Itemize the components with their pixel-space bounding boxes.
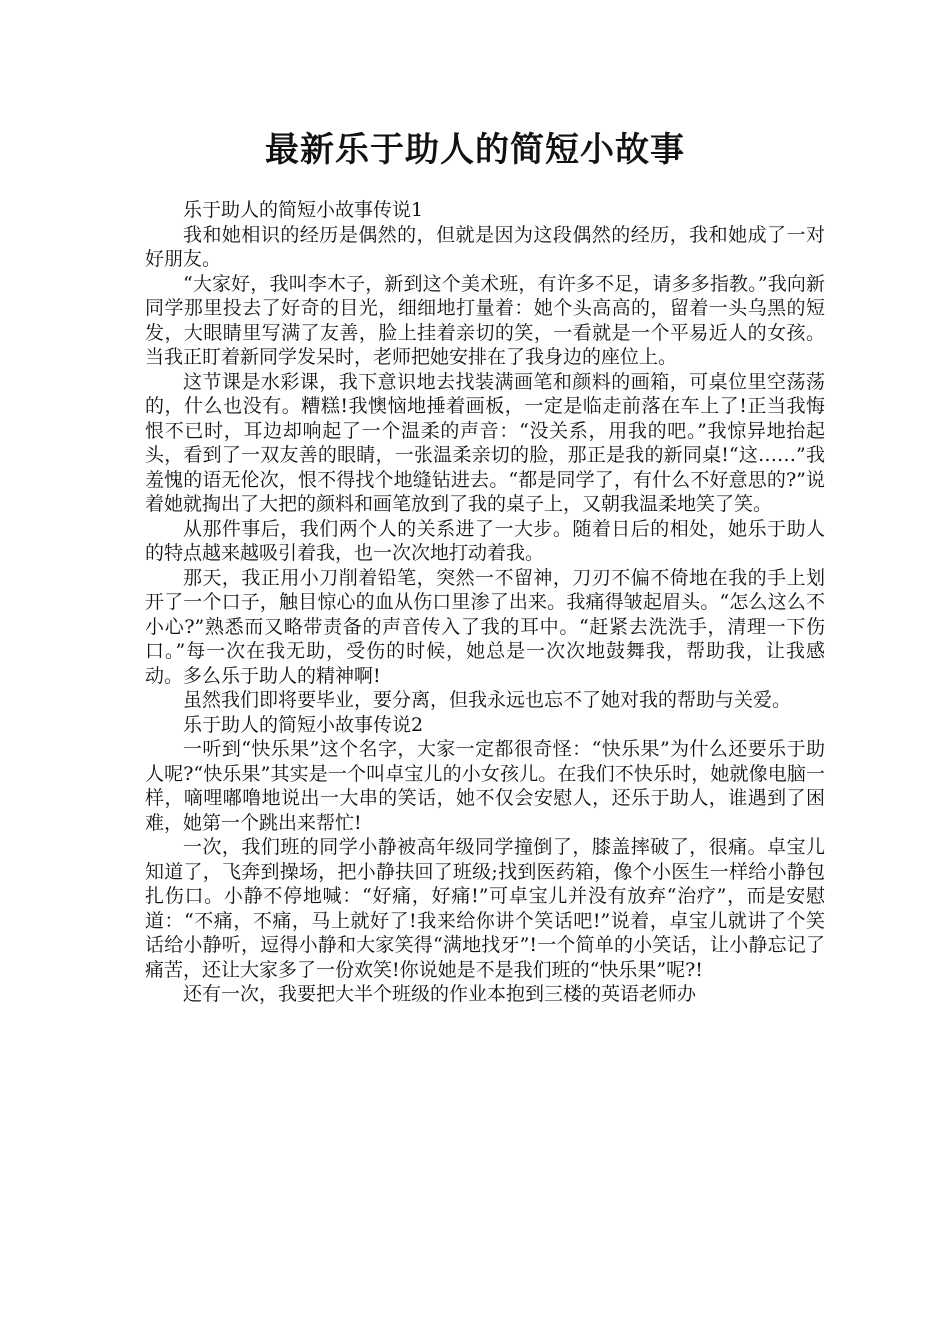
paragraph: 从那件事后，我们两个人的关系进了一大步。随着日后的相处，她乐于助人的特点越来越吸引着我，也一次次地打动着我。 bbox=[145, 517, 825, 564]
paragraph: 虽然我们即将要毕业，要分离，但我永远也忘不了她对我的帮助与关爱。 bbox=[183, 689, 792, 711]
paragraph: 那天，我正用小刀削着铅笔，突然一不留神，刀刃不偏不倚地在我的手上划开了一个口子，触目惊心的血从伤口里渗了出来。我痛得皱起眉头。“怎么这么不小心?”熟悉而又略带责备的声音传入了我的耳中。“赶紧去洗洗手，清理一下伤口。”每一次在我无助，受伤的时候，她总是一次次地鼓舞我，帮助我，让我感动。多么乐于助人的精神啊! bbox=[145, 566, 825, 687]
paragraph: 我和她相识的经历是偶然的，但就是因为这段偶然的经历，我和她成了一对好朋友。 bbox=[145, 223, 825, 270]
paragraph: 还有一次，我要把大半个班级的作业本抱到三楼的英语老师办 bbox=[183, 983, 697, 1005]
document-body bbox=[145, 198, 825, 1007]
paragraph: “大家好，我叫李木子，新到这个美术班，有许多不足，请多多指教。”我向新同学那里投去了好奇的目光，细细地打量着：她个头高高的，留着一头乌黑的短发，大眼睛里写满了友善，脸上挂着亲切的笑，一看就是一个平易近人的女孩。当我正盯着新同学发呆时，老师把她安排在了我身边的座位上。 bbox=[145, 272, 825, 368]
section-heading-1: 乐于助人的简短小故事传说1 bbox=[183, 199, 424, 221]
document-title: 最新乐于助人的简短小故事 bbox=[265, 130, 685, 170]
paragraph: 一听到“快乐果”这个名字，大家一定都很奇怪：“快乐果”为什么还要乐于助人呢?“快乐果”其实是一个叫卓宝儿的小女孩儿。在我们不快乐时，她就像电脑一样，嘀哩嘟噜地说出一大串的笑话，她不仅会安慰人，还乐于助人，谁遇到了困难，她第一个跳出来帮忙! bbox=[145, 738, 825, 834]
paragraph: 一次，我们班的同学小静被高年级同学撞倒了，膝盖摔破了，很痛。卓宝儿知道了，飞奔到操场，把小静扶回了班级;找到医药箱，像个小医生一样给小静包扎伤口。小静不停地喊：“好痛，好痛!”可卓宝儿并没有放弃“治疗”，而是安慰道：“不痛，不痛，马上就好了!我来给你讲个笑话吧!”说着，卓宝儿就讲了个笑话给小静听，逗得小静和大家笑得“满地找牙”!一个简单的小笑话，让小静忘记了痛苦，还让大家多了一份欢笑!你说她是不是我们班的“快乐果”呢?! bbox=[145, 836, 825, 981]
section-heading-2: 乐于助人的简短小故事传说2 bbox=[183, 713, 424, 736]
paragraph: 这节课是水彩课，我下意识地去找装满画笔和颜料的画箱，可桌位里空荡荡的，什么也没有。糟糕!我懊恼地捶着画板，一定是临走前落在车上了!正当我悔恨不已时，耳边却响起了一个温柔的声音：“没关系，用我的吧。”我惊异地抬起头，看到了一双友善的眼睛，一张温柔亲切的脸，那正是我的新同桌!“这……”我羞愧的语无伦次，恨不得找个地缝钻进去。“都是同学了，有什么不好意思的?”说着她就掏出了大把的颜料和画笔放到了我的桌子上，又朝我温柔地笑了笑。 bbox=[145, 370, 825, 515]
